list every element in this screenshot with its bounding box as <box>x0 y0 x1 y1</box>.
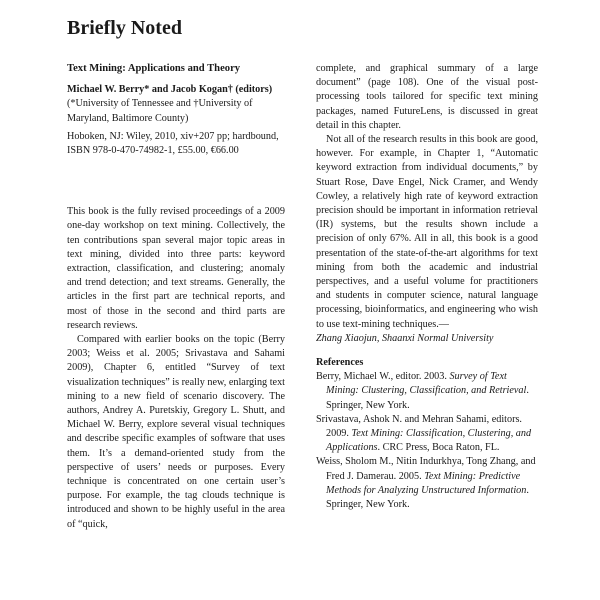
reference-publisher: . Springer, New York. <box>326 484 529 511</box>
reference-publisher: . CRC Press, Boca Raton, FL. <box>377 442 500 454</box>
left-column <box>67 62 285 532</box>
right-column <box>316 62 538 512</box>
reference-title: Text Mining: Classification, Clustering, and Applications <box>326 428 532 454</box>
reference-authors: Srivastava, Ashok N. and Mehran Sahami, editors. 2009. <box>316 413 522 440</box>
author-affiliation: (*University of Tennessee and †University of Maryland, Baltimore County) <box>67 98 253 124</box>
book-title: Text Mining: Applications and Theory <box>67 63 241 74</box>
reference-authors: Weiss, Sholom M., Nitin Indurkhya, Tong Zhang, and Fred J. Damerau. 2005. <box>316 456 536 482</box>
reference-item <box>316 455 538 512</box>
review-paragraph-continued: complete, and graphical summary of a large document” (page 108). One of the visual post-processing tools tailored for specific text mining packages, named FutureLens, is discussed in great detail in this chapter. <box>316 63 538 131</box>
book-authors: Michael W. Berry* and Jacob Kogan† (editors) <box>67 84 273 96</box>
reference-title: Survey of Text Mining: Clustering, Classification, and Retrieval <box>326 371 527 397</box>
references-heading: References <box>316 357 364 369</box>
review-paragraph-2: Compared with earlier books on the topic (Berry 2003; Weiss et al. 2005; Srivastava and Sahami 2009), Chapter 6, entitled “Survey of text visualization techniques” is really new, enlarging text mining to a new field of scenario discovery. The authors, Andrey A. Puretskiy, Gregory L. Shutt, and Michael W. Berry, explore several visual techniques and describe specific examples of software that uses them. It’s a demand-oriented study from the perspective of users’ needs or purposes. Every technique is concentrated on one certain user’s purpose. For example, the tag clouds technique is introduced and shown to be highly useful in the area of “quick, <box>67 334 285 530</box>
page-heading: Briefly Noted <box>67 17 182 39</box>
reference-authors: Berry, Michael W., editor. 2003. <box>316 371 447 383</box>
review-paragraph-1: This book is the fully revised proceedings of a 2009 one-day workshop on text mining. Collectively, the ten contributions span several major topic areas in text mining, divided into three parts: keyword extraction, classification, and clustering; anomaly and trend detection; and text streams. Generally, the articles in the first part are technical reports, and most of those in the second and third parts are research reviews. <box>67 206 285 331</box>
reference-item <box>316 370 538 413</box>
publication-info: Hoboken, NJ: Wiley, 2010, xiv+207 pp; hardbound, ISBN 978-0-470-74982-1, £55.00, €66.00 <box>67 130 279 157</box>
reference-item <box>316 413 538 456</box>
reference-title: Text Mining: Predictive Methods for Analyzing Unstructured Information <box>326 470 527 496</box>
reviewer-signature: Zhang Xiaojun, Shaanxi Normal University <box>316 332 494 344</box>
reference-publisher: . Springer, New York. <box>326 385 529 411</box>
review-paragraph-3: Not all of the research results in this book are good, however. For example, in Chapter 1, “Automatic keyword extraction from individual documents,” by Stuart Rose, Dave Engel, Nick Cramer, and Wendy Cowley, a relatively high rate of keyword extraction precision should be important in information retrieval (IR) systems, but the results shown include a precision of only 67%. All in all, this book is a good presentation of the state-of-the-art algorithms for text mining from both the academic and industrial perspectives, and a useful volume for practitioners and students in computer science, natural language processing, bioinformatics, and engineering who wish to use text-mining techniques.— <box>316 134 538 330</box>
